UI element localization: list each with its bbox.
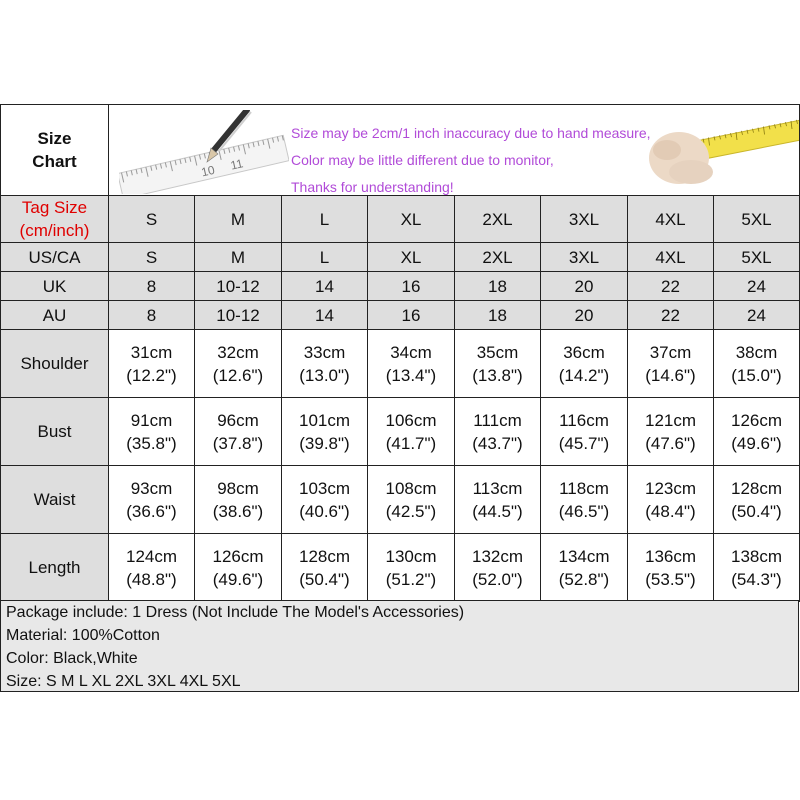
measure-cm: 36cm: [563, 342, 605, 362]
measure-cell: [541, 398, 628, 466]
measure-cm: 31cm: [130, 342, 173, 362]
measure-inch: (41.7"): [385, 433, 437, 453]
measure-inch: (52.0"): [472, 569, 523, 589]
measure-cm: 33cm: [303, 342, 346, 362]
measure-cm: 34cm: [390, 342, 432, 362]
measure-inch: (14.2"): [558, 365, 610, 385]
measure-cm: 118cm: [559, 478, 609, 498]
measure-inch: (15.0"): [731, 365, 782, 385]
measure-cm: 35cm: [476, 342, 519, 362]
region-size-cell: 4XL: [628, 243, 714, 272]
measure-cell: [714, 466, 800, 534]
size-info: Size: S M L XL 2XL 3XL 4XL 5XL: [6, 673, 241, 690]
measure-cell: [368, 330, 455, 398]
measure-inch: (13.8"): [472, 365, 523, 385]
region-size-cell: 10-12: [195, 301, 282, 330]
measure-cell: [282, 466, 368, 534]
measure-cell: [282, 398, 368, 466]
size-header-cell: XL: [368, 196, 455, 243]
measure-inch: (49.6"): [212, 569, 264, 589]
measure-inch: (44.5"): [472, 501, 523, 521]
measure-cell: [455, 398, 541, 466]
chart-title: [1, 105, 109, 196]
measure-cm: 138cm: [730, 546, 783, 566]
measure-cell: [368, 466, 455, 534]
measure-cell: [109, 466, 195, 534]
measure-cm: 91cm: [130, 410, 173, 430]
measure-cell: [195, 398, 282, 466]
measure-cell: [628, 466, 714, 534]
region-size-cell: M: [195, 243, 282, 272]
measure-label: Waist: [1, 466, 109, 534]
measure-inch: (35.8"): [126, 433, 177, 453]
measure-inch: (50.4"): [731, 501, 782, 521]
measure-cm: 113cm: [472, 478, 523, 498]
measure-cell: [455, 330, 541, 398]
banner: [109, 105, 800, 196]
measure-inch: (13.4"): [385, 365, 437, 385]
region-size-cell: 10-12: [195, 272, 282, 301]
measure-cm: 98cm: [217, 478, 259, 498]
package-info: Package include: 1 Dress (Not Include The Model's Accessories): [6, 604, 465, 621]
ruler-number-11: 11: [229, 155, 245, 173]
measure-inch: (53.5"): [645, 569, 696, 589]
region-size-cell: 2XL: [455, 243, 541, 272]
measure-inch: (13.0"): [299, 365, 350, 385]
ruler-number-10: 10: [199, 162, 217, 179]
size-header-cell: L: [282, 196, 368, 243]
measure-cell: [195, 466, 282, 534]
ruler-icon: [119, 110, 289, 194]
measure-cell: [628, 534, 714, 602]
measure-inch: (51.2"): [385, 569, 437, 589]
region-size-cell: 5XL: [714, 243, 800, 272]
size-header-cell: 3XL: [541, 196, 628, 243]
measure-inch: (52.8"): [558, 569, 610, 589]
region-size-cell: 18: [455, 301, 541, 330]
region-size-cell: S: [109, 243, 195, 272]
note-line: Thanks for understanding!: [291, 178, 454, 195]
measure-cm: 96cm: [217, 410, 259, 430]
chart-title-line1: Size: [37, 129, 72, 148]
measure-label: Length: [1, 534, 109, 602]
region-size-cell: 3XL: [541, 243, 628, 272]
measure-inch: (49.6"): [731, 433, 782, 453]
measure-cell: [541, 330, 628, 398]
size-header-cell: S: [109, 196, 195, 243]
measure-cm: 106cm: [385, 410, 437, 430]
region-label: US/CA: [1, 243, 109, 272]
measure-cell: [714, 330, 800, 398]
measure-inch: (46.5"): [558, 501, 610, 521]
region-size-cell: 18: [455, 272, 541, 301]
measure-inch: (37.8"): [212, 433, 264, 453]
measure-cell: [455, 466, 541, 534]
measure-inch: (47.6"): [645, 433, 696, 453]
region-label: AU: [1, 301, 109, 330]
measure-cm: 93cm: [130, 478, 173, 498]
measure-inch: (12.6"): [212, 365, 264, 385]
measure-inch: (12.2"): [126, 365, 177, 385]
region-size-cell: 8: [109, 272, 195, 301]
measure-cm: 111cm: [473, 410, 522, 430]
measure-inch: (39.8"): [299, 433, 350, 453]
measure-cell: [455, 534, 541, 602]
size-header-cell: 5XL: [714, 196, 800, 243]
color-info: Color: Black,White: [6, 650, 138, 667]
region-size-cell: 16: [368, 301, 455, 330]
measure-cm: 123cm: [644, 478, 697, 498]
note-line: Color may be little different due to monitor,: [291, 151, 554, 168]
region-size-cell: 22: [628, 301, 714, 330]
region-size-cell: 22: [628, 272, 714, 301]
measure-inch: (45.7"): [558, 433, 610, 453]
measure-cm: 121cm: [644, 410, 697, 430]
region-size-cell: 24: [714, 301, 800, 330]
region-size-cell: 14: [282, 301, 368, 330]
measure-label: Shoulder: [1, 330, 109, 398]
measure-cell: [195, 534, 282, 602]
measure-cm: 126cm: [212, 546, 264, 566]
chart-title-line2: Chart: [32, 152, 77, 171]
measure-cell: [628, 398, 714, 466]
measure-cell: [109, 534, 195, 602]
region-size-cell: 20: [541, 272, 628, 301]
measure-cell: [109, 398, 195, 466]
measure-cell: [714, 534, 800, 602]
size-table: [0, 104, 800, 602]
measure-cell: [714, 398, 800, 466]
measure-cm: 103cm: [298, 478, 351, 498]
measure-cm: 130cm: [385, 546, 437, 566]
measure-cm: 126cm: [730, 410, 783, 430]
measure-cm: 132cm: [471, 546, 524, 566]
region-size-cell: XL: [368, 243, 455, 272]
measure-cm: 116cm: [559, 410, 609, 430]
measure-cm: 101cm: [298, 410, 351, 430]
measure-inch: (40.6"): [299, 501, 350, 521]
region-size-cell: 24: [714, 272, 800, 301]
region-label: UK: [1, 272, 109, 301]
measure-cm: 128cm: [730, 478, 783, 498]
measure-label: Bust: [1, 398, 109, 466]
measuring-tape-icon: [641, 106, 799, 195]
measure-cell: [628, 330, 714, 398]
measure-cm: 128cm: [298, 546, 351, 566]
measure-cell: [541, 534, 628, 602]
measure-cell: [195, 330, 282, 398]
measure-cm: 38cm: [735, 342, 778, 362]
measure-cell: [368, 534, 455, 602]
measure-inch: (14.6"): [645, 365, 696, 385]
measure-cell: [109, 330, 195, 398]
size-chart: [0, 104, 800, 694]
material-info: Material: 100%Cotton: [6, 627, 160, 644]
region-size-cell: 16: [368, 272, 455, 301]
measure-cell: [368, 398, 455, 466]
region-size-cell: 20: [541, 301, 628, 330]
measure-inch: (38.6"): [212, 501, 264, 521]
measure-inch: (48.4"): [645, 501, 696, 521]
region-size-cell: 14: [282, 272, 368, 301]
measure-cm: 136cm: [644, 546, 697, 566]
region-size-cell: L: [282, 243, 368, 272]
measure-inch: (50.4"): [299, 569, 350, 589]
measure-inch: (48.8"): [126, 569, 177, 589]
measure-inch: (36.6"): [126, 501, 177, 521]
measure-inch: (54.3"): [731, 569, 782, 589]
measure-cm: 37cm: [649, 342, 692, 362]
measurement-notes: [291, 120, 651, 195]
size-header-cell: 4XL: [628, 196, 714, 243]
tag-size-line2: (cm/inch): [19, 221, 90, 240]
measure-cm: 134cm: [558, 546, 610, 566]
note-line: Size may be 2cm/1 inch inaccuracy due to hand measure,: [291, 124, 651, 141]
measure-cell: [282, 330, 368, 398]
measure-cm: 124cm: [125, 546, 178, 566]
product-info-box: [0, 600, 799, 692]
measure-cell: [282, 534, 368, 602]
size-header-cell: M: [195, 196, 282, 243]
tag-size-label: [1, 196, 109, 243]
measure-cell: [541, 466, 628, 534]
measure-cm: 108cm: [385, 478, 437, 498]
measure-cm: 32cm: [217, 342, 259, 362]
measure-inch: (42.5"): [385, 501, 437, 521]
measure-inch: (43.7"): [472, 433, 523, 453]
tag-size-line1: Tag Size: [21, 198, 88, 217]
region-size-cell: 8: [109, 301, 195, 330]
size-header-cell: 2XL: [455, 196, 541, 243]
